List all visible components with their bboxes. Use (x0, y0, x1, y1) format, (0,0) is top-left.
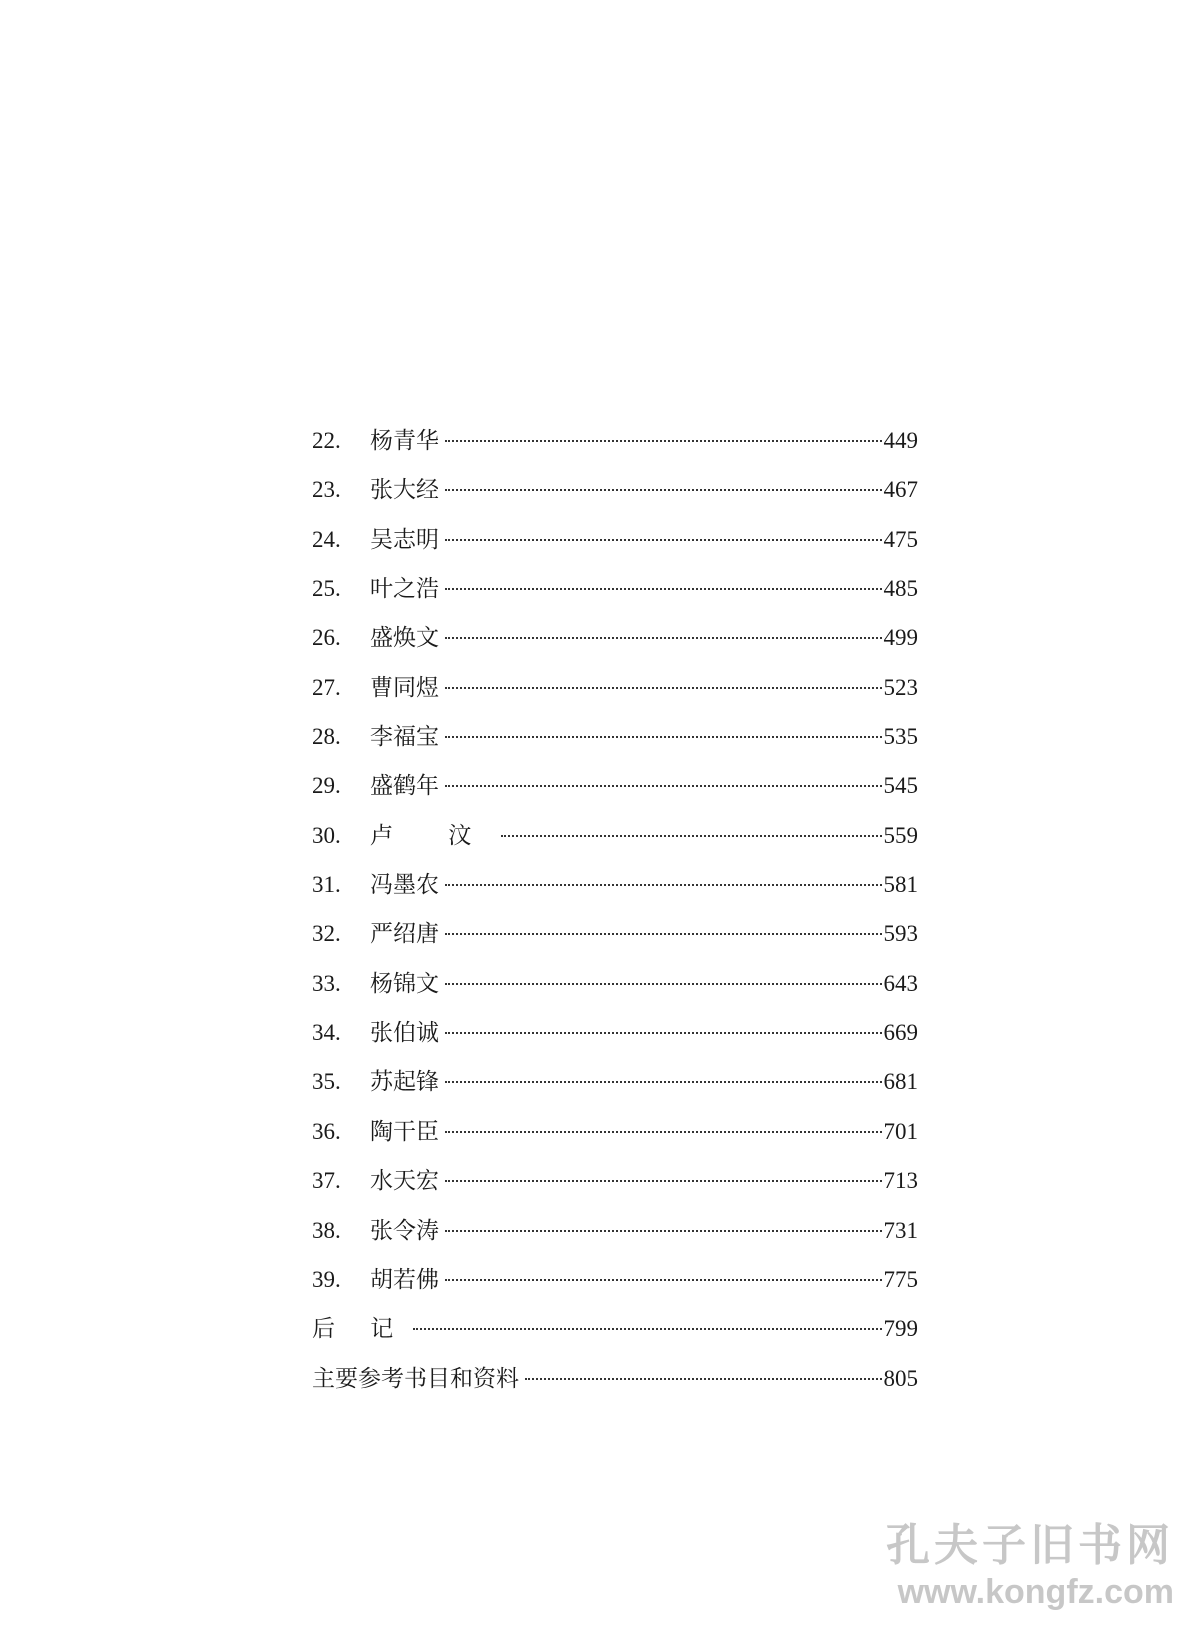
entry-title: 杨青华 (370, 428, 439, 454)
entry-page: 799 (883, 1316, 918, 1342)
entry-page: 805 (883, 1365, 918, 1391)
entry-number: 35. (312, 1069, 341, 1095)
toc-entry (312, 1156, 918, 1205)
dot-leader (445, 1081, 882, 1083)
toc-entry (312, 860, 918, 909)
entry-page: 713 (883, 1168, 918, 1194)
dot-leader (525, 1378, 882, 1380)
entry-number: 36. (312, 1118, 341, 1144)
dot-leader (445, 440, 882, 442)
entry-title: 严绍唐 (370, 921, 439, 948)
entry-page: 559 (883, 822, 918, 848)
toc-entry (312, 1255, 918, 1304)
toc-entry (312, 564, 918, 613)
entry-title: 卢 汶 (370, 822, 496, 849)
entry-number: 28. (312, 724, 341, 750)
entry-page: 485 (883, 576, 918, 602)
entry-number: 38. (312, 1217, 341, 1243)
entry-title: 杨锦文 (370, 970, 439, 997)
entry-page: 535 (883, 724, 918, 750)
toc-entry (312, 465, 918, 514)
toc-entry (312, 1057, 918, 1106)
entry-page: 731 (883, 1217, 918, 1243)
entry-number: 34. (312, 1020, 341, 1046)
entry-page: 467 (883, 477, 918, 503)
entry-page: 499 (883, 625, 918, 651)
entry-page: 545 (883, 773, 918, 799)
site-watermark (886, 1509, 1174, 1612)
entry-page: 593 (883, 921, 918, 947)
entry-title: 吴志明 (370, 526, 439, 553)
entry-title: 冯墨农 (370, 872, 439, 899)
toc-entry (312, 712, 918, 761)
dot-leader (501, 835, 881, 837)
dot-leader (445, 933, 882, 935)
toc-entry-references (312, 1354, 918, 1403)
dot-leader (445, 1279, 882, 1281)
entry-number: 32. (312, 921, 341, 947)
entry-number: 31. (312, 872, 341, 898)
dot-leader (445, 884, 882, 886)
toc-entry (312, 959, 918, 1008)
entry-title: 陶干臣 (370, 1118, 439, 1145)
toc-entry (312, 416, 918, 465)
dot-leader (445, 1180, 882, 1182)
dot-leader (445, 1032, 882, 1034)
entry-title: 水天宏 (370, 1168, 439, 1195)
entry-page: 449 (883, 428, 918, 453)
entry-title: 曹同煜 (370, 674, 439, 701)
entry-page: 669 (883, 1020, 918, 1046)
toc-entry (312, 1107, 918, 1156)
toc-entry (312, 811, 918, 860)
entry-title: 苏起锋 (370, 1069, 439, 1096)
dot-leader (445, 637, 882, 639)
entry-title: 胡若佛 (370, 1266, 439, 1293)
entry-title: 后 记 (312, 1316, 408, 1343)
toc-entry (312, 1008, 918, 1057)
toc-entry (312, 909, 918, 958)
entry-title: 盛焕文 (370, 625, 439, 652)
entry-page: 475 (883, 526, 918, 552)
dot-leader (445, 539, 882, 541)
entry-page: 775 (883, 1266, 918, 1292)
entry-title: 张大经 (370, 477, 439, 504)
dot-leader (445, 785, 882, 787)
dot-leader (445, 588, 882, 590)
dot-leader (445, 1131, 882, 1133)
entry-page: 681 (883, 1069, 918, 1095)
entry-title: 李福宝 (370, 724, 439, 751)
entry-number: 27. (312, 674, 341, 700)
entry-number: 26. (312, 625, 341, 651)
toc-entry (312, 1206, 918, 1255)
entry-number: 37. (312, 1168, 341, 1194)
dot-leader (413, 1328, 881, 1330)
entry-title: 主要参考书目和资料 (312, 1365, 519, 1392)
entry-number: 29. (312, 773, 341, 799)
entry-page: 581 (883, 872, 918, 898)
entry-number: 25. (312, 576, 341, 602)
dot-leader (445, 983, 882, 985)
entry-page: 523 (883, 674, 918, 700)
entry-number: 33. (312, 970, 341, 996)
toc-entry (312, 663, 918, 712)
entry-title: 盛鹤年 (370, 773, 439, 800)
dot-leader (445, 687, 882, 689)
watermark-url: www.kongfz.com (897, 1573, 1174, 1611)
toc-entry (312, 761, 918, 810)
toc-entry-afterword (312, 1304, 918, 1353)
dot-leader (445, 1230, 882, 1232)
watermark-name: 孔夫子旧书网 (886, 1520, 1174, 1571)
entry-number: 22. (312, 428, 341, 453)
entry-number: 39. (312, 1266, 341, 1292)
entry-number: 24. (312, 526, 341, 552)
toc-entry (312, 613, 918, 662)
entry-number: 30. (312, 822, 341, 848)
entry-title: 叶之浩 (370, 576, 439, 603)
toc-entry (312, 515, 918, 564)
entry-title: 张令涛 (370, 1217, 439, 1244)
entry-number: 23. (312, 477, 341, 503)
entry-title: 张伯诚 (370, 1020, 439, 1047)
entry-page: 643 (883, 970, 918, 996)
table-of-contents (312, 416, 918, 1403)
entry-page: 701 (883, 1118, 918, 1144)
dot-leader (445, 736, 882, 738)
dot-leader (445, 489, 882, 491)
